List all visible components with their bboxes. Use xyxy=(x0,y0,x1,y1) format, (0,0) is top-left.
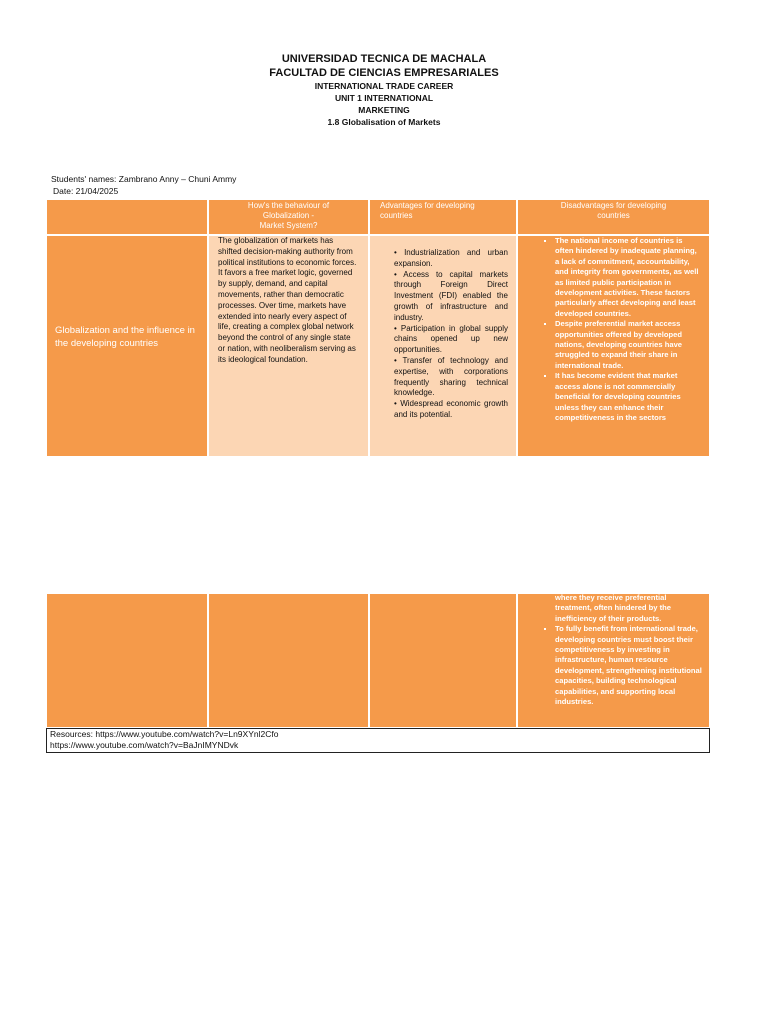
list-item: ▪ To fully benefit from international trade, developing countries must boost their competitiveness by investing in infrastructure, human resource development, strengthening institutional capacities, building technological capabilities, and supporting local industries. xyxy=(555,624,703,707)
list-item: ▪ It has become evident that market access alone is not commercially beneficial for developing countries unless they can enhance their competitiveness in the sectors xyxy=(555,371,703,423)
list-item: • Transfer of technology and expertise, with corporations frequently sharing technical knowledge. xyxy=(394,355,508,398)
table-header-disadvantages xyxy=(518,200,709,234)
list-item: ▪ The national income of countries is often hindered by inadequate planning, a lack of commitment, accountability, and integrity from governments, as well as limited public participation in development activities. These factors particularly affect developing and least developed countries. xyxy=(555,236,703,319)
header-line: Market System? xyxy=(259,221,318,230)
career-name: INTERNATIONAL TRADE CAREER xyxy=(314,81,454,91)
continued-behaviour-cell xyxy=(209,594,368,727)
disadvantages-list-continued xyxy=(537,624,703,707)
advantages-list xyxy=(394,248,508,421)
behaviour-cell xyxy=(209,236,368,456)
disadvantages-list xyxy=(537,236,703,423)
continued-advantages-cell xyxy=(370,594,516,727)
table-header-cell-empty xyxy=(47,200,207,234)
resources-box xyxy=(46,728,710,753)
continued-row-label-cell xyxy=(47,594,207,727)
unit-title: UNIT 1 INTERNATIONAL xyxy=(334,93,434,103)
row-label-cell xyxy=(47,236,207,456)
continued-text: where they receive preferential treatment, often hindered by the inefficiency of their products. xyxy=(555,593,672,623)
list-item: ▪ Despite preferential market access opportunities offered by developed nations, developing countries have struggled to expand their share in international trade. xyxy=(555,319,703,371)
topic-title: 1.8 Globalisation of Markets xyxy=(327,117,441,127)
continued-disadvantages-cell xyxy=(518,594,709,727)
list-item: • Industrialization and urban expansion. xyxy=(394,248,508,268)
header-line: How's the behaviour of xyxy=(247,201,330,210)
faculty-name: FACULTAD DE CIENCIAS EMPRESARIALES xyxy=(269,67,499,79)
document-header xyxy=(0,52,768,128)
resource-link-2[interactable]: https://www.youtube.com/watch?v=BaJnIMYNDvk xyxy=(50,740,239,750)
header-line: countries xyxy=(597,211,630,220)
list-item: • Access to capital markets through Foreign Direct Investment (FDI) enabled the growth of infrastructure and industry. xyxy=(394,269,508,322)
header-line: countries xyxy=(380,211,413,220)
row-label: Globalization and the influence in the developing countries xyxy=(55,325,195,349)
header-line: Disadvantages for developing xyxy=(560,201,667,210)
list-item: • Participation in global supply chains opened up new opportunities. xyxy=(394,323,508,355)
table-header-advantages xyxy=(370,200,516,234)
list-item: • Widespread economic growth and its potential. xyxy=(394,399,508,419)
resource-link-1[interactable]: Resources: https://www.youtube.com/watch?v=Ln9XYnl2Cfo xyxy=(50,729,279,739)
header-line: Globalization - xyxy=(262,211,315,220)
university-name: UNIVERSIDAD TECNICA DE MACHALA xyxy=(281,53,487,65)
advantages-cell xyxy=(370,236,516,456)
students-names: Students' names: Zambrano Anny – Chuni Ammy xyxy=(51,174,237,184)
date-line: Date: 21/04/2025 xyxy=(53,186,119,196)
header-line: Advantages for developing xyxy=(380,201,475,210)
table-header-behaviour xyxy=(209,200,368,234)
disadvantages-cell xyxy=(518,236,709,456)
behaviour-text: The globalization of markets has shifted decision-making authority from political institutions to economic forces. It favors a free market logic, governed by supply, demand, and capital movements, rather than democratic processes. Over time, markets have extended into nearly every aspect of life, creating a complex global network beyond the control of any single state or nation, with neoliberalism serving as its ideological foundation. xyxy=(218,236,357,364)
subject-title: MARKETING xyxy=(358,105,410,115)
